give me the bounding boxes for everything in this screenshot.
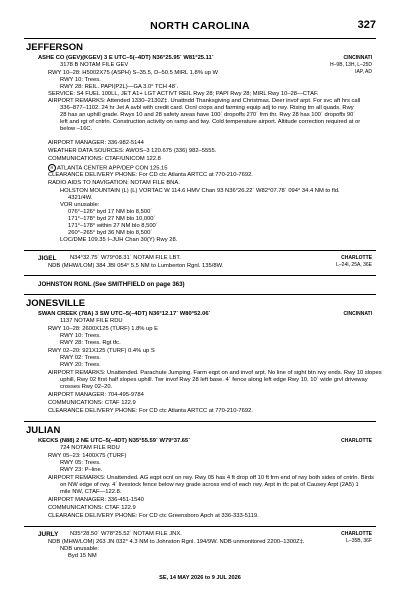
navaid-jurly: JURLY <box>38 531 59 538</box>
runway-02: RWY 02: Trees. <box>60 355 101 361</box>
state-title: NORTH CAROLINA <box>150 20 250 32</box>
radar-icon: R <box>48 164 56 172</box>
service-line: SERVICE: S4 FUEL 100LL, JET A1+ LGT ACTIVT REIL Rwy 28; PAPI Rwy 28; MIRL Rwy 10–28—CTAF. <box>48 91 319 97</box>
section-divider <box>24 421 376 422</box>
runway-23: RWY 23: P–line. <box>60 467 103 473</box>
airport-remarks-cont: left and rgt of cntrln. Construction activity on ramp and twy. Cold temperature airport. Altitude correction required at or <box>60 119 361 125</box>
clearance-delivery: CLEARANCE DELIVERY PHONE: For CD ctc Atlanta ARTCC at 770-210-7692. <box>48 408 253 414</box>
runway-10-28: RWY 10–28: 2600X125 (TURF) 1.8% up E <box>48 326 158 332</box>
airport-title-ashe: ASHE CO (GEV)(KGEV) 3 E UTC–5(–4DT) N36°25.95´ W81°25.11´ <box>38 55 214 61</box>
jigel-coordinates: N34°32.75´ W79°08.31´ NOTAM FILE LBT. <box>70 255 181 261</box>
airport-title-swan-creek: SWAN CREEK (78A) 3 SW UTC–5(–4DT) N36°12.17´ W80°52.06´ <box>38 311 211 317</box>
charts-jigel: L–24I, 25A, 36E <box>336 262 372 268</box>
runway-28: RWY 28: REIL. PAPI(P2L)—GA 3.0° TCH 48´. <box>60 84 179 90</box>
clearance-delivery: CLEARANCE DELIVERY PHONE: For CD ctc Atlanta ARTCC at 770-210-7692. <box>48 172 253 178</box>
runway-02-20: RWY 02–20: 921X125 (TURF) 0.4% up S <box>48 348 155 354</box>
runway-10: RWY 10: Trees. <box>60 333 101 339</box>
airport-manager: AIRPORT MANAGER: 704-495-9784 <box>48 392 144 398</box>
jurly-coordinates: N35°28.50´ W78°25.52´ NOTAM FILE JNX. <box>70 531 182 537</box>
airport-remarks-cont: crosses Rwy 02–20. <box>60 384 113 390</box>
vor-unusable-item: 171°–178° within 27 NM blo 8,500´ <box>68 223 158 229</box>
johnston-rgnl-reference: JOHNSTON RGNL (See SMITHFIELD on page 363) <box>38 281 185 288</box>
region-cincinnati: CINCINNATI <box>343 55 372 61</box>
airport-title-kecks: KECKS (N88) 2 NE UTC–5(–4DT) N35°55.59´ W79°37.65´ <box>38 438 191 444</box>
jurly-ndb: NDB (MHW/LOM) 263 JN 032° 4.3 NM to Johnston Rgnl. 194/9W. NDB unmonitored 2200–1300Z‡. <box>48 539 305 545</box>
runway-10-28: RWY 10–28: H5002X75 (ASPH) S–35.5, D–50.5 MIRL 1.8% up W <box>48 70 219 76</box>
communications: COMMUNICATIONS: CTAF/UNICOM 122.8 <box>48 156 161 162</box>
airport-manager: AIRPORT MANAGER: 336-451-1540 <box>48 497 144 503</box>
section-divider <box>24 275 376 276</box>
elevation-line: 3178 B NOTAM FILE GEV <box>60 62 129 68</box>
city-jonesville: JONESVILLE <box>26 298 86 309</box>
city-jefferson: JEFFERSON <box>26 42 84 53</box>
radio-aids: RADIO AIDS TO NAVIGATION: NOTAM FILE BNA. <box>48 180 180 186</box>
vor-unusable: VOR unusable: <box>60 202 100 208</box>
weather-data: WEATHER DATA SOURCES: AWOS–3 120.675 (336) 982–5555. <box>48 148 217 154</box>
airport-remarks: AIRPORT REMARKS: Unattended. Parachute Jumping. Farm eqpt on and invof arpt. No line of sight btn rwy ends. Rwy 10 slopes <box>48 370 382 376</box>
communications: COMMUNICATIONS: CTAF 122.9 <box>48 400 136 406</box>
charts-jurly: L–35B, 36F <box>346 538 372 544</box>
vortac-cont: 4321/4W. <box>68 195 93 201</box>
chart-ref-jefferson: IAP, AD <box>355 69 372 75</box>
city-julian: JULIAN <box>26 425 61 436</box>
section-divider <box>24 526 376 527</box>
region-charlotte: CHARLOTTE <box>341 255 372 261</box>
region-charlotte: CHARLOTTE <box>341 531 372 537</box>
section-divider <box>24 250 376 251</box>
page-number: 327 <box>357 19 376 31</box>
airport-remarks-cont: mile NW, CTAF—122.8. <box>60 489 122 495</box>
vor-unusable-item: 260°–265° byd 36 NM blo 8,500´ <box>68 230 153 236</box>
jigel-ndb: NDB (MHW/LOM) 384 JBI 054° 5.5 NM to Lumberton Rgnl. 135/8W. <box>48 263 224 269</box>
region-charlotte: CHARLOTTE <box>341 438 372 444</box>
vor-unusable-item: 171°–178° byd 27 NM blo 10,000´ <box>68 216 156 222</box>
airport-remarks: AIRPORT REMARKS: Attended 1330–2130Z‡. Unattndd Thanksgiving and Christmas. Deer invof arpt. For svc aft hrs call <box>48 98 361 104</box>
airport-manager: AIRPORT MANAGER: 336-982-5144 <box>48 140 144 146</box>
communications: COMMUNICATIONS: CTAF 122.9 <box>48 505 136 511</box>
charts-jefferson: H–9B, 13H, L–25D <box>330 62 372 68</box>
airport-remarks-cont: uphill, Rwy 02 first half slopes uphill. Twr invof Rwy 28 left base. 4´ fence along left edge Rwy 10. 10´ wide grvl driveway <box>60 377 368 383</box>
runway-05: RWY 05: Trees. <box>60 460 101 466</box>
airport-remarks-cont: 336–877–1102. 24 hr Jet A avbl with credit card. Ocnl crops and farming equip adj to rwy. Rising trn all quads. Rwy <box>60 105 354 111</box>
ndb-unusable: NDB unusable: <box>60 546 99 552</box>
airport-remarks-cont: 28 has an uphill grade. Rwys 10 and 28 safety areas have 100´ dropoffs 270´ frm thr. Rwy 28 has 100´ dropoffs 90´ <box>60 112 356 118</box>
elevation-line: 724 NOTAM FILE RDU <box>60 445 120 451</box>
section-divider <box>24 294 376 295</box>
vortac: HOLSTON MOUNTAIN (L) (L) VORTAC W 114.6 HMV Chan 93 N36°26.22´ W82°07.78´ 094° 34.4 NM to fld. <box>60 188 340 194</box>
airport-remarks-cont: below –16C. <box>60 126 93 132</box>
airport-remarks: AIRPORT REMARKS: Unattended. AG eqpt ocnl on rwy. Rwy 05 has 4 ft drop off 10 ft frm end of rwy both sides of cntrln. Birds <box>48 475 374 481</box>
navaid-jigel: JIGEL <box>38 255 57 262</box>
runway-05-23: RWY 05–23: 1400X75 (TURF) <box>48 453 127 459</box>
vor-unusable-item: 076°–126° byd 17 NM blo 8,500´ <box>68 209 153 215</box>
page-footer: SE, 14 MAY 2026 to 9 JUL 2026 <box>159 575 241 581</box>
runway-10: RWY 10: Trees. <box>60 77 101 83</box>
loc-dme: LOC/DME 109.35 I–JUH Chan 30(Y) Rwy 28. <box>60 237 178 243</box>
approach-control: R ATLANTA CENTER APP/DEP CON 125.15 <box>48 164 168 173</box>
runway-20: RWY 20: Trees. <box>60 362 101 368</box>
elevation-line: 1137 NOTAM FILE RDU <box>60 318 123 324</box>
ndb-unusable-item: Byd 15 NM <box>68 553 97 559</box>
airport-remarks-cont: on NW edge of rwy. 4´ livestock fence below rwy grade across end of each rwy. Arpt in tfc pat of Causey Arpt (2A5) 1 <box>60 482 359 488</box>
region-cincinnati: CINCINNATI <box>343 311 372 317</box>
clearance-delivery: CLEARANCE DELIVERY PHONE: For CD ctc Greensboro Apch at 336-333-5119. <box>48 513 259 519</box>
runway-28: RWY 28: Trees. Rgt tfc. <box>60 340 121 346</box>
